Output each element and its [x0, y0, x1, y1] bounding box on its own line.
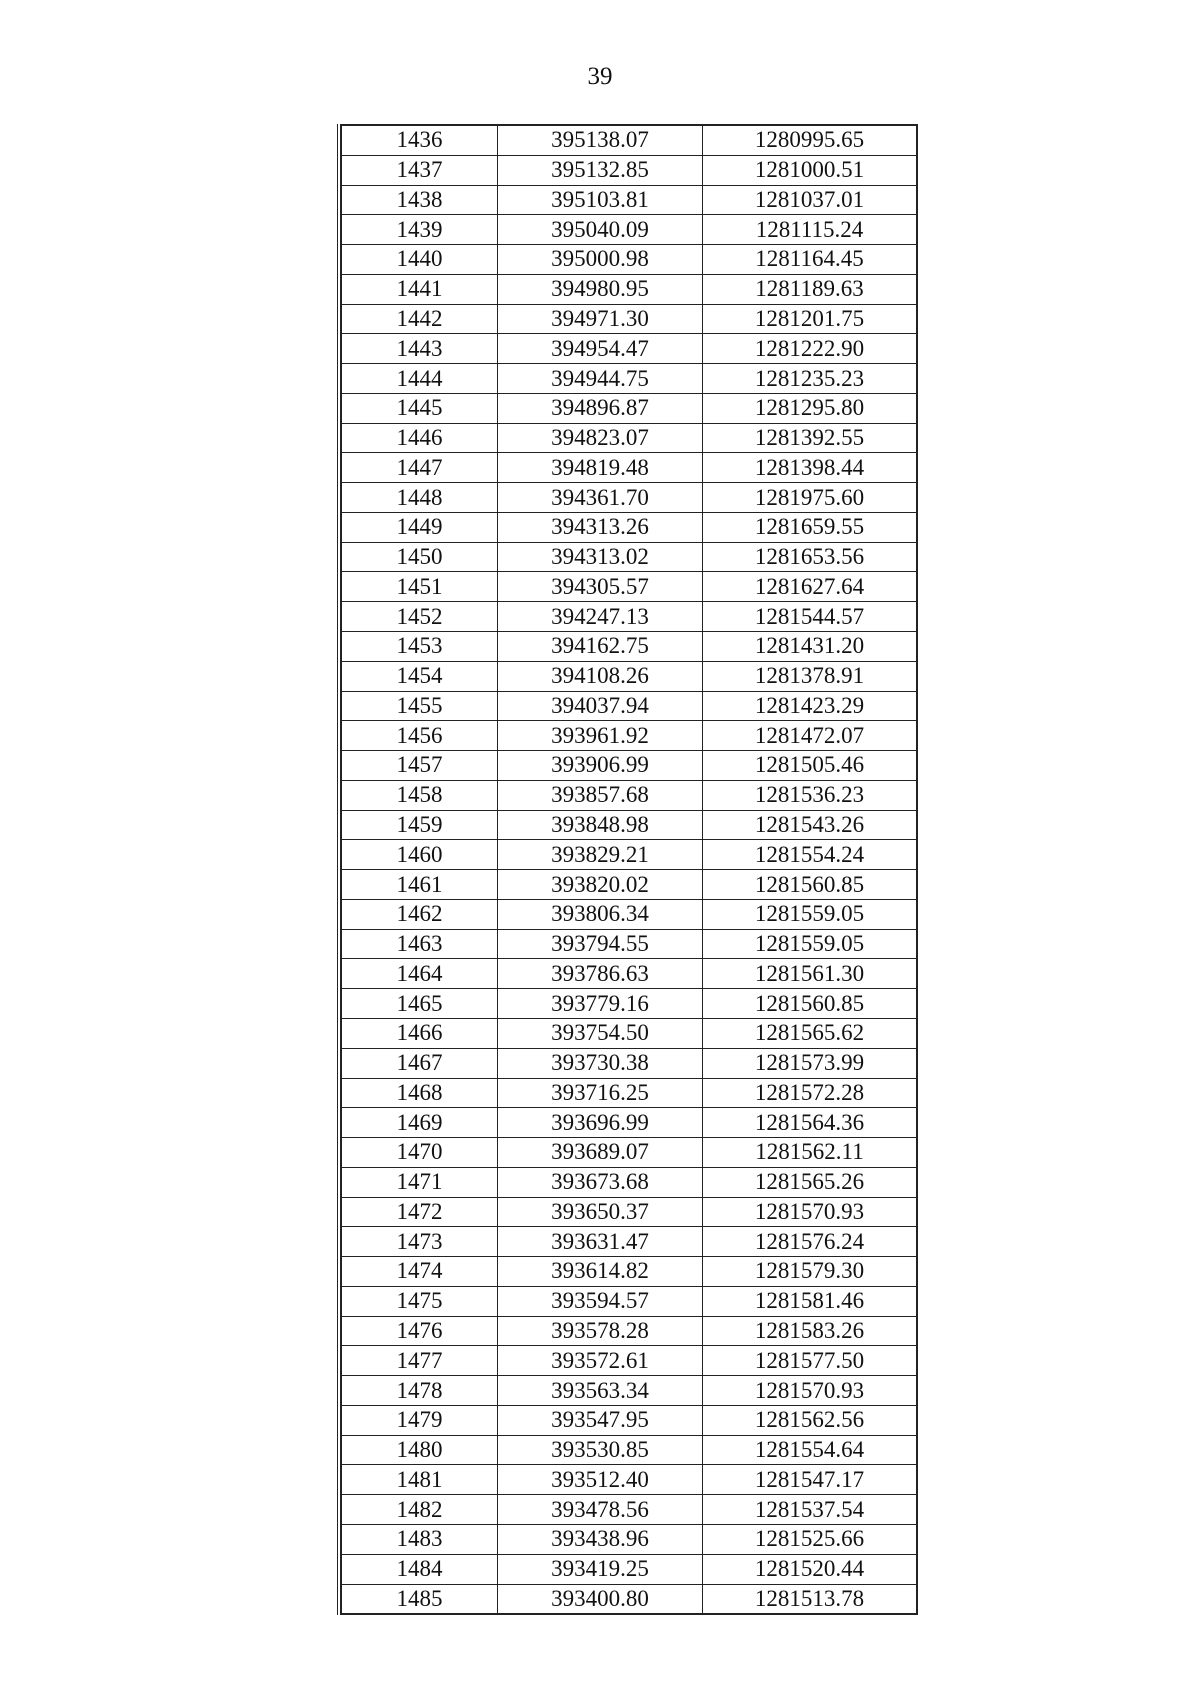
y-coordinate-cell: 1281559.05 [703, 899, 918, 929]
y-coordinate-cell: 1281572.28 [703, 1078, 918, 1108]
point-number-cell: 1445 [342, 393, 498, 423]
x-coordinate-cell: 393578.28 [498, 1316, 703, 1346]
x-coordinate-cell: 395000.98 [498, 245, 703, 275]
y-coordinate-cell: 1281570.93 [703, 1376, 918, 1406]
point-number-cell: 1482 [342, 1495, 498, 1525]
table-row [342, 1167, 918, 1197]
y-coordinate-cell: 1281543.26 [703, 810, 918, 840]
x-coordinate-cell: 394954.47 [498, 334, 703, 364]
y-coordinate-cell: 1281520.44 [703, 1554, 918, 1584]
table-row [342, 245, 918, 275]
x-coordinate-cell: 393689.07 [498, 1138, 703, 1168]
x-coordinate-cell: 394896.87 [498, 393, 703, 423]
y-coordinate-cell: 1281564.36 [703, 1108, 918, 1138]
page-number: 39 [587, 63, 613, 90]
coordinates-table-body [342, 125, 918, 1614]
x-coordinate-cell: 393961.92 [498, 721, 703, 751]
table-row [342, 1316, 918, 1346]
x-coordinate-cell: 393806.34 [498, 899, 703, 929]
table-row [342, 1524, 918, 1554]
table-row [342, 334, 918, 364]
coordinates-table-container [337, 124, 918, 1615]
table-row [342, 1286, 918, 1316]
y-coordinate-cell: 1281378.91 [703, 661, 918, 691]
table-row [342, 1376, 918, 1406]
table-row [342, 542, 918, 572]
y-coordinate-cell: 1281627.64 [703, 572, 918, 602]
x-coordinate-cell: 395138.07 [498, 125, 703, 155]
y-coordinate-cell: 1281560.85 [703, 989, 918, 1019]
point-number-cell: 1454 [342, 661, 498, 691]
table-row [342, 721, 918, 751]
x-coordinate-cell: 394361.70 [498, 483, 703, 513]
point-number-cell: 1479 [342, 1405, 498, 1435]
x-coordinate-cell: 394313.26 [498, 512, 703, 542]
y-coordinate-cell: 1281189.63 [703, 274, 918, 304]
y-coordinate-cell: 1281579.30 [703, 1257, 918, 1287]
point-number-cell: 1470 [342, 1138, 498, 1168]
table-row [342, 393, 918, 423]
table-row [342, 274, 918, 304]
x-coordinate-cell: 394980.95 [498, 274, 703, 304]
x-coordinate-cell: 393754.50 [498, 1018, 703, 1048]
y-coordinate-cell: 1281423.29 [703, 691, 918, 721]
table-row [342, 870, 918, 900]
x-coordinate-cell: 393820.02 [498, 870, 703, 900]
point-number-cell: 1460 [342, 840, 498, 870]
point-number-cell: 1447 [342, 453, 498, 483]
y-coordinate-cell: 1281562.11 [703, 1138, 918, 1168]
y-coordinate-cell: 1281115.24 [703, 215, 918, 245]
x-coordinate-cell: 394971.30 [498, 304, 703, 334]
x-coordinate-cell: 395132.85 [498, 155, 703, 185]
point-number-cell: 1442 [342, 304, 498, 334]
y-coordinate-cell: 1281581.46 [703, 1286, 918, 1316]
y-coordinate-cell: 1281562.56 [703, 1405, 918, 1435]
point-number-cell: 1458 [342, 780, 498, 810]
point-number-cell: 1457 [342, 751, 498, 781]
point-number-cell: 1449 [342, 512, 498, 542]
x-coordinate-cell: 393419.25 [498, 1554, 703, 1584]
point-number-cell: 1481 [342, 1465, 498, 1495]
table-row [342, 840, 918, 870]
y-coordinate-cell: 1281576.24 [703, 1227, 918, 1257]
point-number-cell: 1471 [342, 1167, 498, 1197]
table-row [342, 632, 918, 662]
x-coordinate-cell: 394037.94 [498, 691, 703, 721]
y-coordinate-cell: 1281295.80 [703, 393, 918, 423]
point-number-cell: 1476 [342, 1316, 498, 1346]
x-coordinate-cell: 395040.09 [498, 215, 703, 245]
point-number-cell: 1472 [342, 1197, 498, 1227]
y-coordinate-cell: 1281513.78 [703, 1584, 918, 1614]
table-row [342, 602, 918, 632]
y-coordinate-cell: 1281398.44 [703, 453, 918, 483]
table-row [342, 810, 918, 840]
y-coordinate-cell: 1281000.51 [703, 155, 918, 185]
point-number-cell: 1438 [342, 185, 498, 215]
x-coordinate-cell: 394819.48 [498, 453, 703, 483]
y-coordinate-cell: 1281570.93 [703, 1197, 918, 1227]
y-coordinate-cell: 1281560.85 [703, 870, 918, 900]
table-row [342, 1108, 918, 1138]
table-row [342, 155, 918, 185]
point-number-cell: 1436 [342, 125, 498, 155]
table-row [342, 215, 918, 245]
point-number-cell: 1444 [342, 364, 498, 394]
point-number-cell: 1451 [342, 572, 498, 602]
point-number-cell: 1462 [342, 899, 498, 929]
y-coordinate-cell: 1280995.65 [703, 125, 918, 155]
x-coordinate-cell: 393696.99 [498, 1108, 703, 1138]
table-row [342, 483, 918, 513]
table-row [342, 1495, 918, 1525]
point-number-cell: 1452 [342, 602, 498, 632]
x-coordinate-cell: 393794.55 [498, 929, 703, 959]
table-row [342, 185, 918, 215]
point-number-cell: 1448 [342, 483, 498, 513]
y-coordinate-cell: 1281561.30 [703, 959, 918, 989]
table-row [342, 1048, 918, 1078]
y-coordinate-cell: 1281222.90 [703, 334, 918, 364]
table-row [342, 989, 918, 1019]
x-coordinate-cell: 395103.81 [498, 185, 703, 215]
point-number-cell: 1437 [342, 155, 498, 185]
x-coordinate-cell: 393631.47 [498, 1227, 703, 1257]
y-coordinate-cell: 1281573.99 [703, 1048, 918, 1078]
point-number-cell: 1455 [342, 691, 498, 721]
x-coordinate-cell: 393650.37 [498, 1197, 703, 1227]
y-coordinate-cell: 1281536.23 [703, 780, 918, 810]
table-row [342, 453, 918, 483]
x-coordinate-cell: 394823.07 [498, 423, 703, 453]
x-coordinate-cell: 394944.75 [498, 364, 703, 394]
x-coordinate-cell: 393530.85 [498, 1435, 703, 1465]
x-coordinate-cell: 393786.63 [498, 959, 703, 989]
point-number-cell: 1485 [342, 1584, 498, 1614]
point-number-cell: 1468 [342, 1078, 498, 1108]
point-number-cell: 1459 [342, 810, 498, 840]
x-coordinate-cell: 393594.57 [498, 1286, 703, 1316]
point-number-cell: 1464 [342, 959, 498, 989]
point-number-cell: 1484 [342, 1554, 498, 1584]
y-coordinate-cell: 1281544.57 [703, 602, 918, 632]
y-coordinate-cell: 1281201.75 [703, 304, 918, 334]
table-row [342, 780, 918, 810]
point-number-cell: 1461 [342, 870, 498, 900]
y-coordinate-cell: 1281565.26 [703, 1167, 918, 1197]
point-number-cell: 1480 [342, 1435, 498, 1465]
x-coordinate-cell: 393547.95 [498, 1405, 703, 1435]
y-coordinate-cell: 1281975.60 [703, 483, 918, 513]
point-number-cell: 1474 [342, 1257, 498, 1287]
x-coordinate-cell: 394305.57 [498, 572, 703, 602]
y-coordinate-cell: 1281505.46 [703, 751, 918, 781]
y-coordinate-cell: 1281559.05 [703, 929, 918, 959]
point-number-cell: 1463 [342, 929, 498, 959]
table-row [342, 661, 918, 691]
point-number-cell: 1477 [342, 1346, 498, 1376]
table-row [342, 1405, 918, 1435]
table-row [342, 125, 918, 155]
table-row [342, 691, 918, 721]
table-row [342, 1554, 918, 1584]
x-coordinate-cell: 393478.56 [498, 1495, 703, 1525]
x-coordinate-cell: 393848.98 [498, 810, 703, 840]
y-coordinate-cell: 1281547.17 [703, 1465, 918, 1495]
y-coordinate-cell: 1281554.24 [703, 840, 918, 870]
y-coordinate-cell: 1281525.66 [703, 1524, 918, 1554]
table-row [342, 959, 918, 989]
table-row [342, 1018, 918, 1048]
x-coordinate-cell: 393779.16 [498, 989, 703, 1019]
table-row [342, 1435, 918, 1465]
point-number-cell: 1453 [342, 632, 498, 662]
point-number-cell: 1440 [342, 245, 498, 275]
point-number-cell: 1441 [342, 274, 498, 304]
x-coordinate-cell: 393673.68 [498, 1167, 703, 1197]
coordinates-table [341, 124, 918, 1615]
table-row [342, 572, 918, 602]
x-coordinate-cell: 393400.80 [498, 1584, 703, 1614]
x-coordinate-cell: 393730.38 [498, 1048, 703, 1078]
y-coordinate-cell: 1281577.50 [703, 1346, 918, 1376]
x-coordinate-cell: 394162.75 [498, 632, 703, 662]
table-row [342, 1138, 918, 1168]
x-coordinate-cell: 393906.99 [498, 751, 703, 781]
y-coordinate-cell: 1281554.64 [703, 1435, 918, 1465]
table-row [342, 751, 918, 781]
y-coordinate-cell: 1281431.20 [703, 632, 918, 662]
table-row [342, 929, 918, 959]
table-row [342, 1227, 918, 1257]
y-coordinate-cell: 1281164.45 [703, 245, 918, 275]
table-row [342, 1346, 918, 1376]
table-row [342, 364, 918, 394]
point-number-cell: 1483 [342, 1524, 498, 1554]
x-coordinate-cell: 393614.82 [498, 1257, 703, 1287]
point-number-cell: 1475 [342, 1286, 498, 1316]
point-number-cell: 1443 [342, 334, 498, 364]
x-coordinate-cell: 394247.13 [498, 602, 703, 632]
point-number-cell: 1465 [342, 989, 498, 1019]
x-coordinate-cell: 393563.34 [498, 1376, 703, 1406]
x-coordinate-cell: 393829.21 [498, 840, 703, 870]
x-coordinate-cell: 393857.68 [498, 780, 703, 810]
table-row [342, 423, 918, 453]
x-coordinate-cell: 393512.40 [498, 1465, 703, 1495]
table-row [342, 512, 918, 542]
x-coordinate-cell: 393572.61 [498, 1346, 703, 1376]
y-coordinate-cell: 1281565.62 [703, 1018, 918, 1048]
y-coordinate-cell: 1281653.56 [703, 542, 918, 572]
point-number-cell: 1466 [342, 1018, 498, 1048]
y-coordinate-cell: 1281472.07 [703, 721, 918, 751]
x-coordinate-cell: 393716.25 [498, 1078, 703, 1108]
table-row [342, 1078, 918, 1108]
point-number-cell: 1478 [342, 1376, 498, 1406]
y-coordinate-cell: 1281659.55 [703, 512, 918, 542]
x-coordinate-cell: 394108.26 [498, 661, 703, 691]
y-coordinate-cell: 1281037.01 [703, 185, 918, 215]
y-coordinate-cell: 1281392.55 [703, 423, 918, 453]
point-number-cell: 1467 [342, 1048, 498, 1078]
point-number-cell: 1469 [342, 1108, 498, 1138]
table-row [342, 899, 918, 929]
point-number-cell: 1446 [342, 423, 498, 453]
table-row [342, 1465, 918, 1495]
table-row [342, 304, 918, 334]
point-number-cell: 1473 [342, 1227, 498, 1257]
table-row [342, 1257, 918, 1287]
table-row [342, 1197, 918, 1227]
x-coordinate-cell: 393438.96 [498, 1524, 703, 1554]
y-coordinate-cell: 1281235.23 [703, 364, 918, 394]
point-number-cell: 1456 [342, 721, 498, 751]
x-coordinate-cell: 394313.02 [498, 542, 703, 572]
y-coordinate-cell: 1281537.54 [703, 1495, 918, 1525]
point-number-cell: 1439 [342, 215, 498, 245]
y-coordinate-cell: 1281583.26 [703, 1316, 918, 1346]
table-row [342, 1584, 918, 1614]
point-number-cell: 1450 [342, 542, 498, 572]
